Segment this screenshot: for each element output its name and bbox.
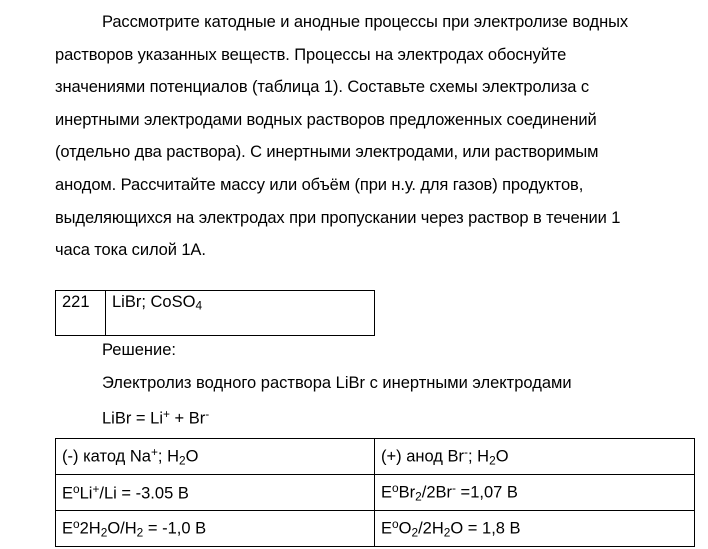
text-fragment: /2H <box>418 519 444 538</box>
electrolysis-table <box>55 438 695 547</box>
variant-number <box>56 291 106 336</box>
dissociation-equation <box>102 407 209 428</box>
text-fragment: O <box>185 447 199 466</box>
text-fragment: 2 <box>443 525 451 540</box>
text-fragment: 2 <box>415 489 422 504</box>
cathode-header <box>56 439 375 475</box>
text-fragment: o <box>73 481 80 496</box>
text-fragment: ; H <box>157 447 179 466</box>
text-fragment: o <box>73 517 80 532</box>
text-fragment: =1,07 В <box>455 483 518 502</box>
text-fragment: Li <box>79 484 93 503</box>
table-row <box>56 439 695 475</box>
task-line: анодом. Рассчитайте массу или объём (при н.у. для газов) продуктов, <box>55 175 584 194</box>
text-fragment: O = 1,8 В <box>450 519 521 538</box>
text-fragment: Br <box>398 483 416 502</box>
text-fragment: E <box>381 519 393 538</box>
solution-subtitle: Электролиз водного раствора LiBr с инертными электродами <box>102 374 572 392</box>
task-line: значениями потенциалов (таблица 1). Составьте схемы электролиза с <box>55 78 590 97</box>
task-line: часа тока силой 1А. <box>55 241 206 260</box>
text-fragment: = -1,0 В <box>143 519 207 538</box>
variant-compounds <box>106 291 375 336</box>
task-paragraph <box>55 6 695 267</box>
text-fragment: 221 <box>62 293 90 311</box>
text-fragment: ; H <box>468 447 490 466</box>
variant-row <box>56 291 375 336</box>
text-fragment: + <box>163 407 170 421</box>
text-fragment: - <box>205 407 210 421</box>
text-fragment: + <box>150 445 158 460</box>
text-fragment: 2 <box>411 525 419 540</box>
anode-potential-br <box>375 475 695 511</box>
task-line: инертными электродами водных растворов предложенных соединений <box>55 110 597 129</box>
text-fragment: O <box>495 447 509 466</box>
text-fragment: + <box>92 481 100 496</box>
text-fragment: 4 <box>195 298 203 313</box>
text-fragment: 2H <box>79 519 101 538</box>
anode-potential-oxygen <box>375 511 695 547</box>
task-line: растворов указанных веществ. Процессы на электродах обоснуйте <box>55 45 567 64</box>
solution-heading: Решение: <box>102 341 176 359</box>
text-fragment: O/H <box>107 519 137 538</box>
text-fragment: E <box>62 519 74 538</box>
text-fragment: + Br <box>169 409 206 428</box>
text-fragment: o <box>392 517 399 532</box>
table-row <box>56 475 695 511</box>
text-fragment: 2 <box>489 453 496 468</box>
table-row <box>56 511 695 547</box>
anode-header <box>375 439 695 475</box>
text-fragment: 2 <box>179 453 186 468</box>
text-fragment: (-) катод Na <box>62 447 151 466</box>
text-fragment: E <box>62 484 74 503</box>
task-line: выделяющихся на электродах при пропускании через раствор в течении 1 <box>55 208 621 227</box>
text-fragment: - <box>452 481 456 496</box>
task-line: Рассмотрите катодные и анодные процессы при электролизе водных <box>102 13 629 31</box>
text-fragment: 2 <box>100 525 108 540</box>
text-fragment: o <box>392 481 399 496</box>
text-fragment: 2 <box>136 525 144 540</box>
text-fragment: /2Br <box>421 483 452 502</box>
text-fragment: /Li = -3.05 В <box>99 484 189 503</box>
cathode-potential-li <box>56 475 375 511</box>
text-fragment: LiBr; CoSO <box>112 293 196 311</box>
text-fragment: (+) анод Br <box>381 447 465 466</box>
variant-table <box>55 290 375 336</box>
text-fragment: LiBr = Li <box>102 409 163 428</box>
task-line: (отдельно два раствора). С инертными электродами, или растворимым <box>55 143 599 162</box>
text-fragment: - <box>464 445 468 460</box>
text-fragment: O <box>398 519 412 538</box>
text-fragment: E <box>381 483 393 502</box>
cathode-potential-water <box>56 511 375 547</box>
